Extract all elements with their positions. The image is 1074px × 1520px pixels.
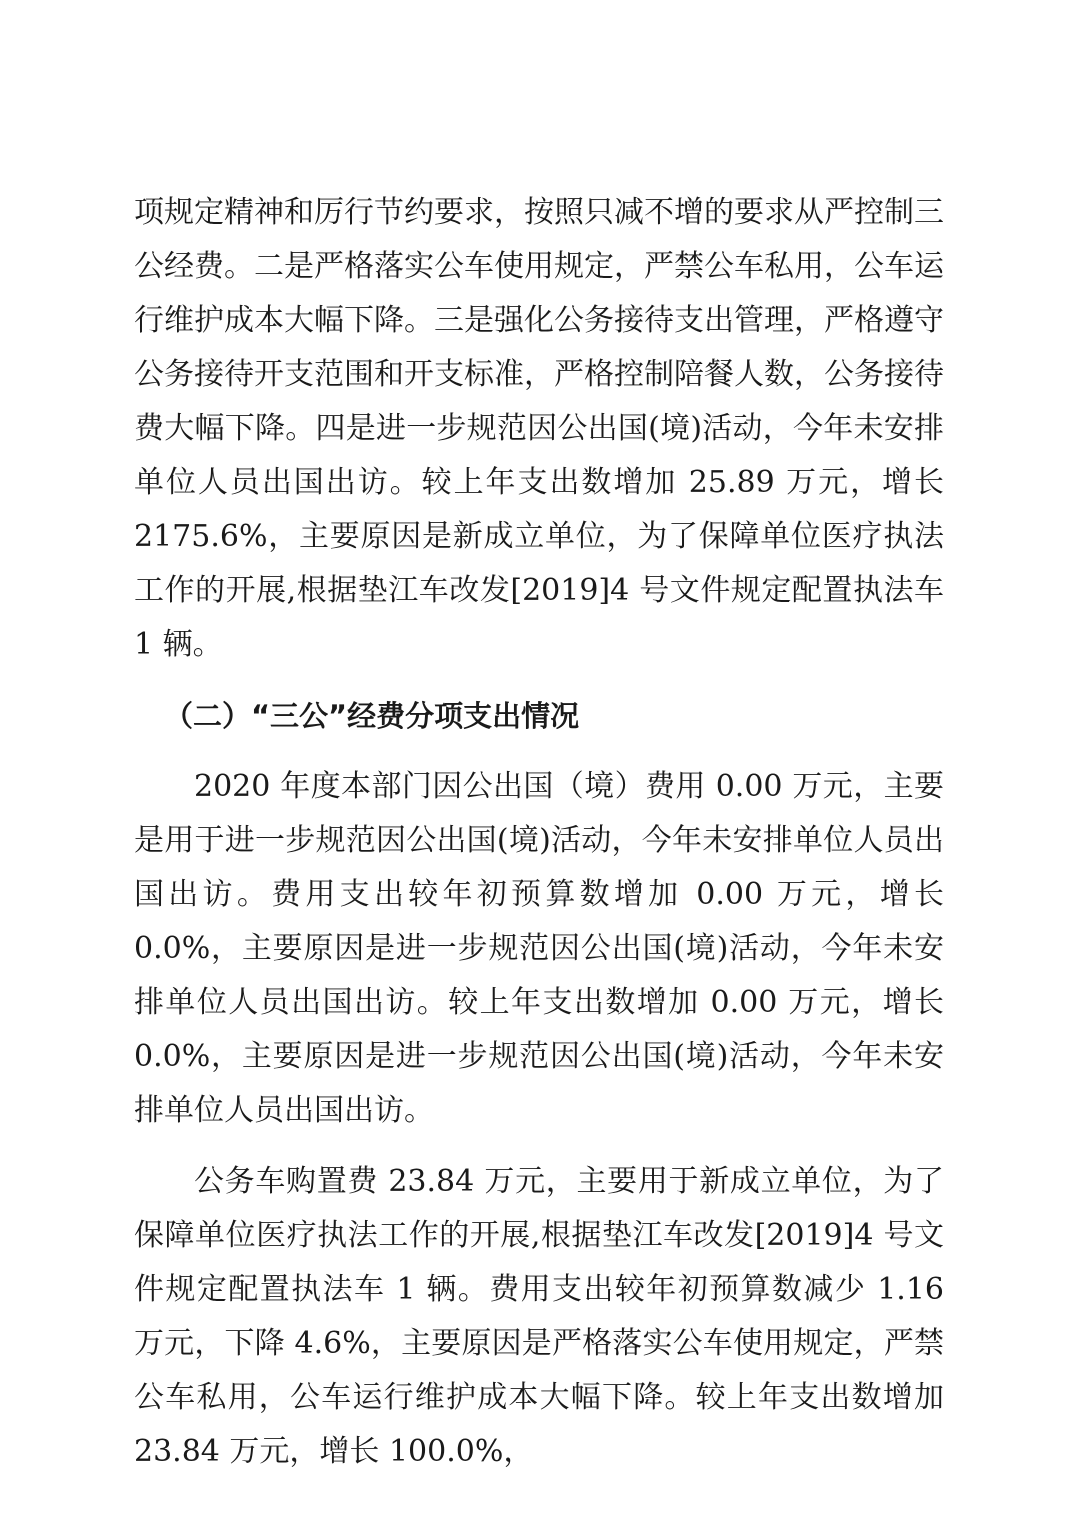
document-body	[134, 186, 944, 1479]
paragraph-vehicle-purchase: 公务车购置费 23.84 万元，主要用于新成立单位，为了保障单位医疗执法工作的开展,根据垫江车改发[2019]4 号文件规定配置执法车 1 辆。费用支出较年初预算数减少 1.16 万元，下降 4.6%，主要原因是严格落实公车使用规定，严禁公车私用，公车运行维护成本大幅下降。较上年支出数增加 23.84 万元，增长 100.0%，	[134, 1164, 944, 1469]
section-heading: （二）“三公”经费分项支出情况	[164, 699, 580, 733]
paragraph-continuation: 项规定精神和厉行节约要求，按照只减不增的要求从严控制三公经费。二是严格落实公车使用规定，严禁公车私用，公车运行维护成本大幅下降。三是强化公务接待支出管理，严格遵守公务接待开支范围和开支标准，严格控制陪餐人数，公务接待费大幅下降。四是进一步规范因公出国(境)活动，今年未安排单位人员出国出访。较上年支出数增加 25.89 万元，增长 2175.6%，主要原因是新成立单位，为了保障单位医疗执法工作的开展,根据垫江车改发[2019]4 号文件规定配置执法车 1 辆。	[134, 195, 944, 662]
paragraph-overseas-travel: 2020 年度本部门因公出国（境）费用 0.00 万元，主要是用于进一步规范因公出国(境)活动，今年未安排单位人员出国出访。费用支出较年初预算数增加 0.00 万元，增长 0.0%，主要原因是进一步规范因公出国(境)活动，今年未安排单位人员出国出访。较上年支出数增加 0.00 万元，增长 0.0%，主要原因是进一步规范因公出国(境)活动，今年未安排单位人员出国出访。	[134, 769, 944, 1128]
